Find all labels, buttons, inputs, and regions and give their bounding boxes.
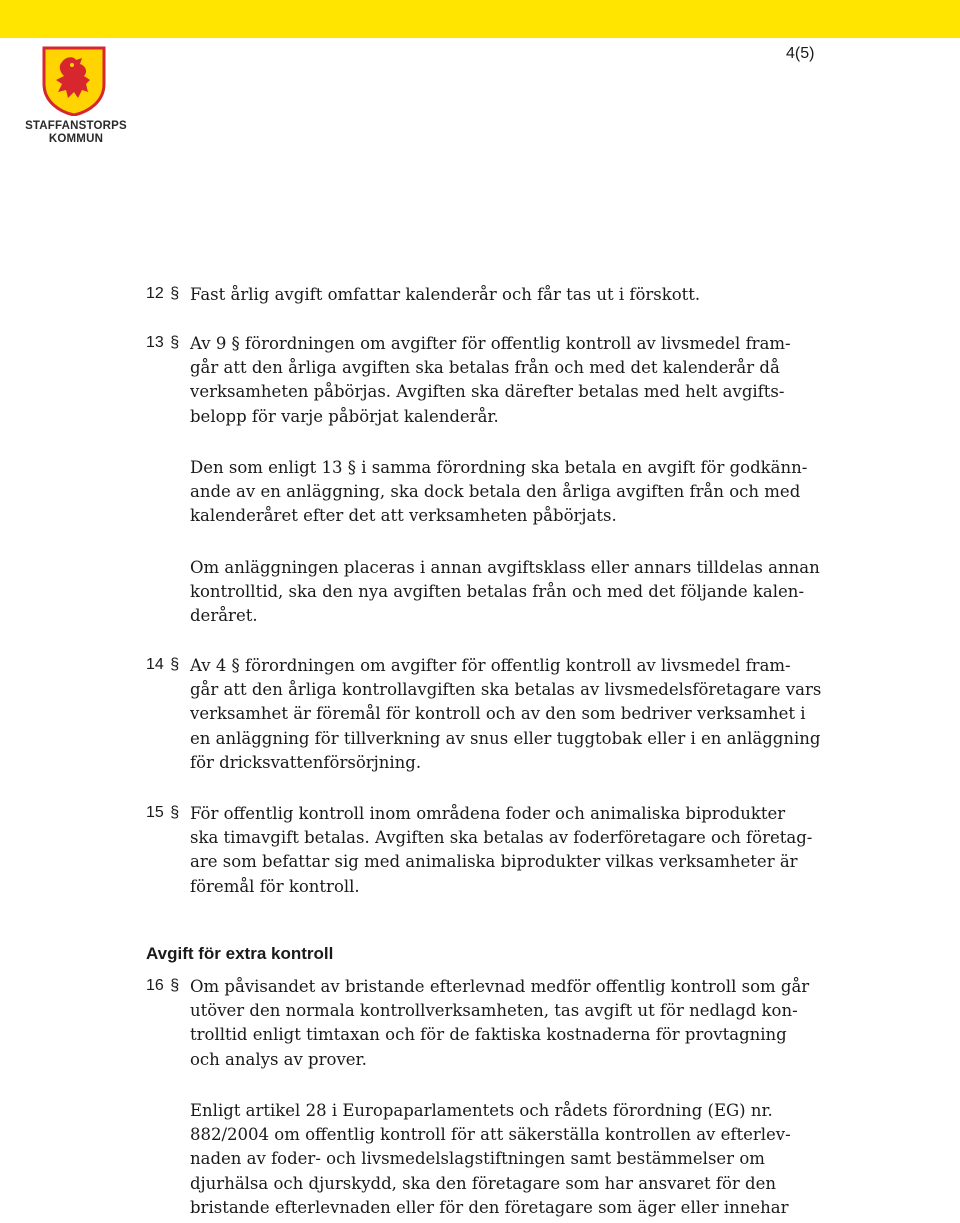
section-14-text: Av 4 § förordningen om avgifter för offentlig kontroll av livsmedel fram- går att den årliga kontrollavgiften ska betalas av livsmedelsföretagare vars verksamhet är föremål för kontroll och av den som bedriver verksamhet i en anläggning för tillverkning av snus eller tuggtobak eller i en anläggning för dricksvattenförsörjning. — [190, 656, 822, 772]
section-13-paragraph-3: Om anläggningen placeras i annan avgiftsklass eller annars tilldelas annan kontrolltid, ska den nya avgiften betalas från och med det följande kalen- deråret. — [190, 558, 820, 626]
page-number: 4(5) — [786, 45, 815, 62]
header-bar — [0, 0, 960, 38]
section-16-paragraph-2: Enligt artikel 28 i Europaparlamentets och rådets förordning (EG) nr. 882/2004 om offentlig kontroll för att säkerställa kontrollen av efterlev- naden av foder- och livsmedelslagstiftningen samt bestämmelser om djurhälsa och djurskydd, ska den företagare som har ansvaret för den bristande efterlevnaden eller för den företagare som äger eller innehar — [190, 1101, 791, 1217]
municipality-logo-text: STAFFANSTORPS KOMMUN — [25, 120, 127, 145]
section-16-number: 16 § — [146, 977, 180, 994]
section-12-text: Fast årlig avgift omfattar kalenderår och får tas ut i förskott. — [190, 285, 701, 304]
section-heading-extra-control: Avgift för extra kontroll — [146, 944, 334, 963]
section-15-number: 15 § — [146, 804, 180, 821]
section-13-number: 13 § — [146, 334, 180, 351]
section-15-text: För offentlig kontroll inom områdena foder och animaliska biprodukter ska timavgift betalas. Avgiften ska betalas av foderföretagare och företag- are som befattar sig med animaliska biprodukter vilkas verksamheter är föremål för kontroll. — [190, 804, 813, 896]
section-12-number: 12 § — [146, 285, 180, 302]
section-16-text: Om påvisandet av bristande efterlevnad medför offentlig kontroll som går utöver den normala kontrollverksamheten, tas avgift ut för nedlagd kon- trolltid enligt timtaxan och för de faktiska kostnaderna för provtagning och analys av prover. — [190, 977, 810, 1069]
section-14-number: 14 § — [146, 656, 180, 673]
section-13-text: Av 9 § förordningen om avgifter för offentlig kontroll av livsmedel fram- går att den årliga avgiften ska betalas från och med det kalenderår då verksamheten påbörjas. Avgiften ska därefter betalas med helt avgifts- belopp för varje påbörjat kalenderår. — [190, 334, 791, 426]
section-13-paragraph-2: Den som enligt 13 § i samma förordning ska betala en avgift för godkänn- ande av en anläggning, ska dock betala den årliga avgiften från och med kalenderåret efter det att verksamheten påbörjats. — [190, 458, 808, 526]
municipality-coat-of-arms-icon — [42, 46, 106, 116]
